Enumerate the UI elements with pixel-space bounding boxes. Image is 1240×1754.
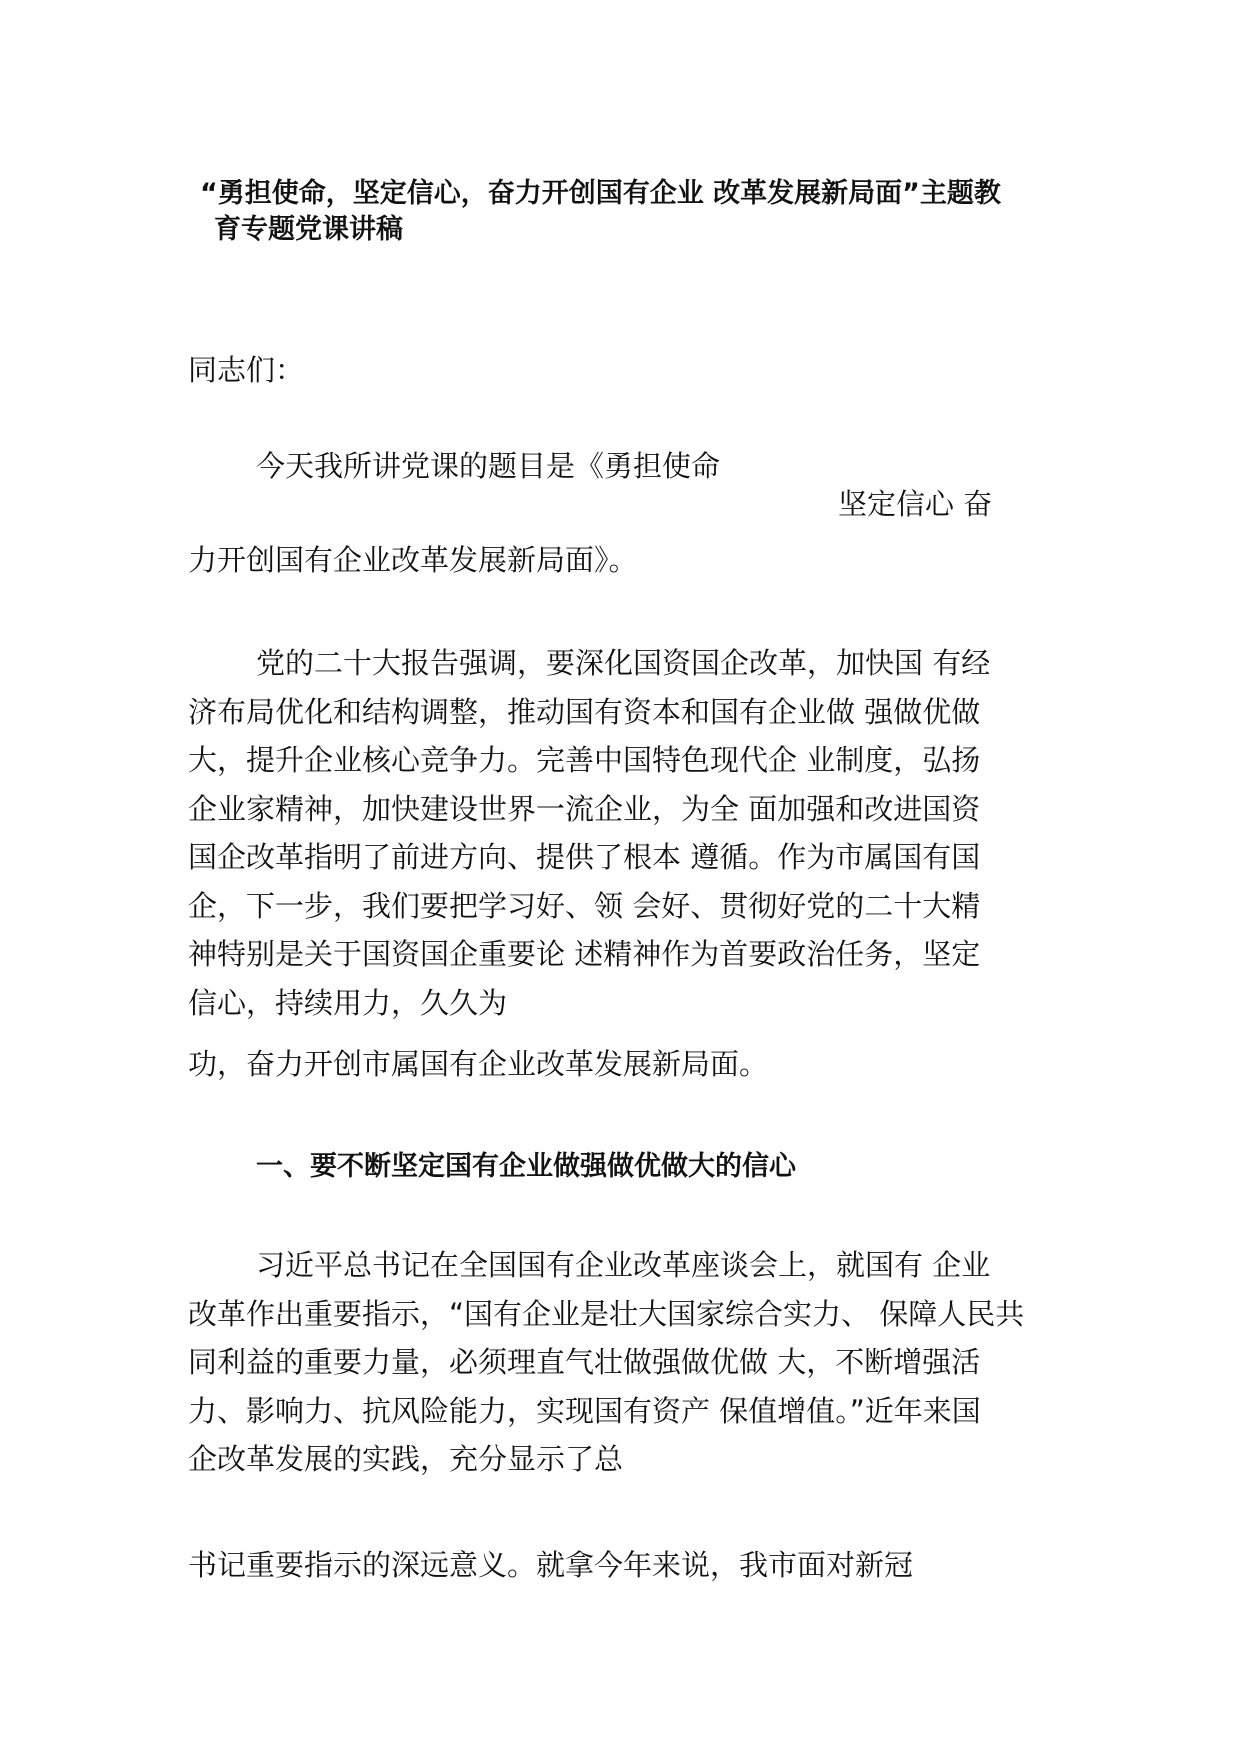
paragraph-2-line: 同利益的重要力量，必须理直气壮做强做优做 大，不断增强活 [188,1345,981,1379]
intro-line-1-right: 坚定信心 奋 [838,487,993,521]
paragraph-1-line: 神特别是关于国资国企重要论 述精神作为首要政治任务，坚定 [188,937,981,971]
intro-line-1: 今天我所讲党课的题目是《勇担使命 [256,449,721,483]
paragraph-2-line: 改革作出重要指示，“国有企业是壮大国家综合实力、 保障人民共 [188,1296,1025,1331]
paragraph-1 [188,639,1068,1027]
paragraph-1-tail: 功，奋力开创市属国有企业改革发展新局面。 [188,1047,769,1081]
paragraph-2-line: 企改革发展的实践，充分显示了总 [188,1442,624,1476]
salutation: 同志们： [188,353,305,387]
paragraph-1-line: 大，提升企业核心竞争力。完善中国特色现代企 业制度，弘扬 [188,743,981,777]
paragraph-1-line: 企，下一步，我们要把学习好、领 会好、贯彻好党的二十大精 [188,888,981,923]
paragraph-1-line: 企业家精神，加快建设世界一流企业，为全 面加强和改进国资 [188,791,981,826]
paragraph-2-line: 习近平总书记在全国国有企业改革座谈会上，就国有 企业 [256,1248,991,1282]
paragraph-2 [188,1241,1068,1484]
document-title [200,176,1100,248]
title-line-1: “勇担使命，坚定信心，奋力开创国有企业 改革发展新局面”主题教 [200,178,1001,209]
intro-line-2: 力开创国有企业改革发展新局面》。 [188,543,638,577]
paragraph-2-line: 力、影响力、抗风险能力，实现国有资产 保值增值。”近年来国 [188,1393,981,1428]
paragraph-1-line: 国企改革指明了前进方向、提供了根本 遵循。作为市属国有国 [188,840,981,874]
paragraph-1-line: 济布局优化和结构调整，推动国有资本和国有企业做 强做优做 [188,694,981,729]
section-heading-1: 一、要不断坚定国有企业做强做优做大的信心 [256,1151,796,1182]
paragraph-1-line: 信心，持续用力，久久为 [188,985,508,1020]
paragraph-1-line: 党的二十大报告强调，要深化国资国企改革，加快国 有经 [256,646,991,680]
title-line-2: 育专题党课讲稿 [214,214,403,245]
paragraph-2-tail: 书记重要指示的深远意义。就拿今年来说，我市面对新冠 [188,1548,914,1582]
